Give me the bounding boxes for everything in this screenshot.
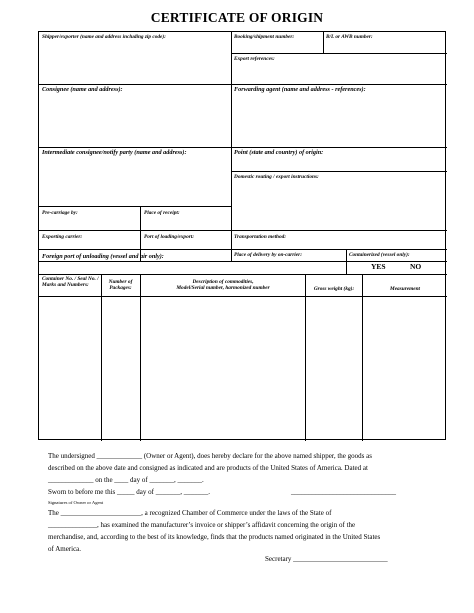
divider <box>39 230 447 231</box>
declaration-line-4: Sworn to before me this _____ day of _______, _______. <box>48 488 210 496</box>
divider <box>140 274 141 441</box>
divider <box>346 249 347 274</box>
place-of-receipt-label: Place of receipt: <box>144 210 180 216</box>
certificate-form <box>38 31 446 440</box>
export-references-label: Export references: <box>234 56 275 62</box>
divider <box>39 84 447 85</box>
divider <box>39 261 447 262</box>
divider <box>231 171 447 172</box>
description-header-2: Model/Serial number, harmonized number <box>176 285 270 291</box>
shipper-label: Shipper/exporter (name and address including zip code): <box>42 34 166 40</box>
intermediate-consignee-label: Intermediate consignee/notify party (name and address): <box>42 149 187 156</box>
measurement-header: Measurement <box>389 286 421 292</box>
signature-caption: Signatures of Owner or Agent <box>48 500 104 505</box>
booking-label: Booking/shipment number: <box>234 34 295 40</box>
routing-label: Domestic routing / export instructions: <box>234 174 319 180</box>
gross-weight-header: Gross weight (kg): <box>313 286 355 292</box>
chamber-line-4: of America. <box>48 545 82 553</box>
secretary-signature: Secretary ___________________________ <box>265 555 388 563</box>
divider <box>101 274 102 441</box>
consignee-label: Consignee (name and address): <box>42 86 123 93</box>
pre-carriage-label: Pre-carriage by: <box>42 210 78 216</box>
page-title: CERTIFICATE OF ORIGIN <box>150 10 324 25</box>
chamber-line-1: The _______________________, a recognized Chamber of Commerce under the laws of the State of <box>48 509 332 517</box>
forwarding-agent-label: Forwarding agent (name and address - references): <box>234 86 366 93</box>
place-of-delivery-label: Place of delivery by on-carrier: <box>234 252 302 258</box>
divider <box>323 32 324 53</box>
exporting-carrier-label: Exporting carrier: <box>42 234 83 240</box>
owner-signature-line: ______________________________ <box>291 488 396 496</box>
container-header: Container No. / Seal No. / Marks and Numbers: <box>42 276 99 289</box>
chamber-line-2: ______________, has examined the manufacturer’s invoice or shipper’s affidavit concerning the origin of the <box>48 521 356 529</box>
foreign-port-label: Foreign port of unloading (vessel and air only): <box>42 253 164 260</box>
divider <box>39 249 447 250</box>
port-of-loading-label: Port of loading/export: <box>144 234 195 240</box>
divider <box>305 274 306 441</box>
bl-awb-label: B/L or AWB number: <box>326 34 373 40</box>
yes-option[interactable]: YES <box>371 262 386 271</box>
declaration-line-3: _____________ on the ____ day of _______, _______. <box>48 476 204 484</box>
transportation-method-label: Transportation method: <box>234 234 287 240</box>
chamber-line-3: merchandise, and, according to the best of its knowledge, finds that the products named originated in the United States <box>48 533 381 541</box>
divider <box>39 147 447 148</box>
packages-header: Number of Packages: <box>108 279 133 292</box>
divider <box>231 53 447 54</box>
no-option[interactable]: NO <box>410 262 422 271</box>
description-header-1: Description of commodities, <box>192 279 254 285</box>
declaration-line-2: described on the above date and consigned as indicated and are products of the United States of America. Dated at <box>48 464 368 472</box>
containerized-label: Containerized (vessel only): <box>349 252 410 258</box>
point-of-origin-label: Point (state and country) of origin: <box>234 149 324 156</box>
divider <box>362 274 363 441</box>
divider <box>39 206 231 207</box>
declaration-line-1: The undersigned _____________ (Owner or Agent), does hereby declare for the above named shipper, the goods as <box>48 452 372 460</box>
